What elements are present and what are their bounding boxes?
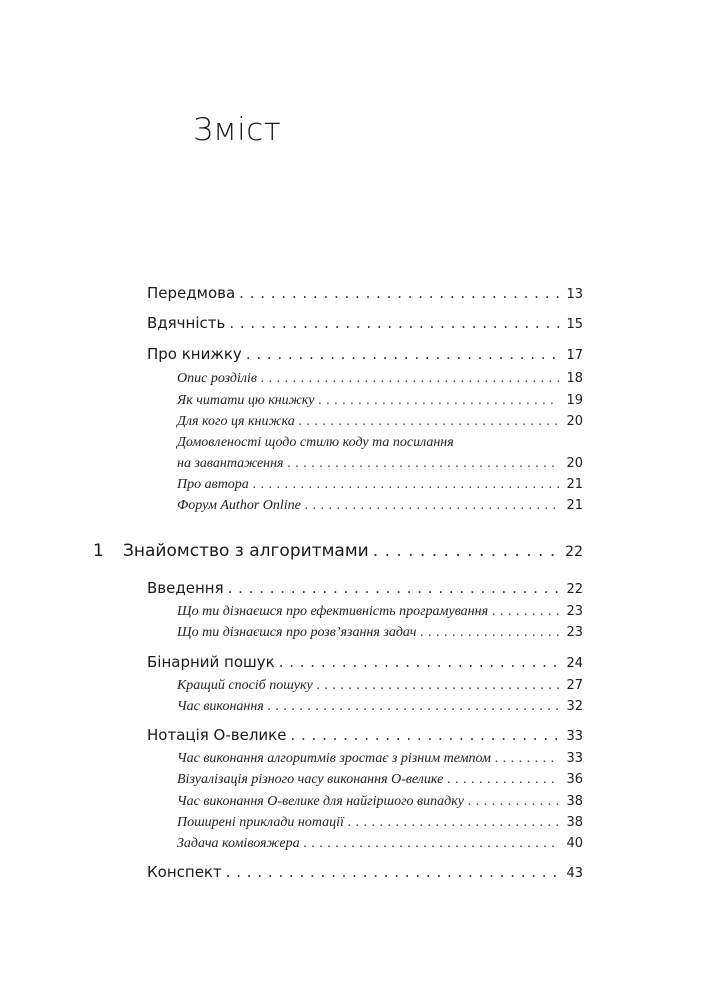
toc-subentry[interactable]	[177, 836, 583, 852]
toc-entry-label: Що ти дізнаєшся про ефективність програмування	[177, 604, 489, 619]
toc-subentry[interactable]	[177, 699, 583, 715]
toc-page-number: 23	[566, 625, 583, 640]
toc-section[interactable]	[147, 726, 583, 744]
leader-dots	[317, 678, 559, 694]
toc-subentry[interactable]	[177, 414, 583, 430]
toc-section[interactable]	[147, 863, 583, 881]
leader-dots	[447, 772, 559, 788]
toc-entry-label: Кращий спосіб пошуку	[177, 678, 313, 693]
toc-entry-label: Вдячність	[147, 314, 226, 332]
toc-subentry[interactable]	[177, 371, 583, 387]
toc-page-number: 43	[566, 866, 583, 881]
toc-page-number: 21	[566, 498, 583, 513]
toc-entry-label: Час виконання	[177, 699, 264, 714]
toc-page-number: 20	[566, 456, 583, 471]
toc-entry-label: Для кого ця книжка	[177, 414, 295, 429]
toc-page-number: 24	[566, 656, 583, 671]
toc-subentry[interactable]	[177, 393, 583, 409]
toc-page-number: 33	[566, 751, 583, 766]
leader-dots	[226, 863, 559, 881]
toc-page-number: 19	[566, 393, 583, 408]
toc-entry-label: Як читати цю книжку	[177, 393, 315, 408]
leader-dots	[304, 836, 559, 852]
toc-entry-preface[interactable]	[147, 284, 583, 302]
leader-dots	[239, 284, 559, 302]
toc-page-number: 22	[565, 544, 583, 560]
toc-subentry[interactable]	[177, 456, 583, 472]
leader-dots	[261, 371, 559, 387]
toc-entry-label: Опис розділів	[177, 371, 257, 386]
leader-dots	[290, 726, 559, 744]
toc-entry-label: Поширені приклади нотації	[177, 815, 344, 830]
toc-page-number: 40	[566, 836, 583, 851]
leader-dots	[318, 393, 559, 409]
toc-section[interactable]	[147, 579, 583, 597]
toc-subentry[interactable]	[177, 678, 583, 694]
toc-page-number: 23	[566, 604, 583, 619]
toc-page-number: 20	[566, 414, 583, 429]
toc-subentry-line[interactable]: Домовленості щодо стилю коду та посилання	[177, 435, 454, 450]
leader-dots	[246, 345, 559, 363]
toc-page-number: 18	[566, 371, 583, 386]
toc-page-number: 38	[566, 794, 583, 809]
toc-entry-about-book[interactable]	[147, 345, 583, 363]
leader-dots	[305, 498, 559, 514]
leader-dots	[268, 699, 559, 715]
leader-dots	[373, 541, 559, 561]
leader-dots	[253, 477, 559, 493]
toc-subentry[interactable]	[177, 751, 583, 767]
toc-page-number: 33	[566, 729, 583, 744]
leader-dots	[492, 604, 559, 620]
toc-page-number: 27	[566, 678, 583, 693]
leader-dots	[299, 414, 559, 430]
toc-entry-label: на завантаження	[177, 456, 284, 471]
leader-dots	[229, 314, 559, 332]
leader-dots	[348, 815, 559, 831]
toc-entry-label: Введення	[147, 579, 224, 597]
leader-dots	[468, 794, 559, 810]
toc-page-number: 15	[566, 317, 583, 332]
chapter-number: 1	[93, 541, 104, 561]
toc-page-number: 21	[566, 477, 583, 492]
toc-page-number: 22	[566, 582, 583, 597]
toc-page-number: 13	[566, 287, 583, 302]
toc-page-number: 32	[566, 699, 583, 714]
toc-entry-label: Бінарний пошук	[147, 653, 275, 671]
toc-entry-label: Форум Author Online	[177, 498, 301, 513]
toc-entry-label: Що ти дізнаєшся про розв’язання задач	[177, 625, 417, 640]
toc-entry-label: Нотація О-велике	[147, 726, 287, 744]
toc-section[interactable]	[147, 653, 583, 671]
page-title: Зміст	[193, 112, 282, 148]
toc-entry-label: Про книжку	[147, 345, 242, 363]
toc-page-number: 38	[566, 815, 583, 830]
toc-entry-label: Час виконання О-велике для найгіршого випадку	[177, 794, 464, 809]
leader-dots	[288, 456, 559, 472]
toc-entry-label: Конспект	[147, 863, 222, 881]
leader-dots	[495, 751, 559, 767]
toc-subentry[interactable]	[177, 498, 583, 514]
toc-subentry[interactable]	[177, 794, 583, 810]
toc-entry-label: Передмова	[147, 284, 236, 302]
toc-entry-acknowledgments[interactable]	[147, 314, 583, 332]
toc-entry-label: Візуалізація різного часу виконання О-велике	[177, 772, 444, 787]
chapter-title: Знайомство з алгоритмами	[123, 541, 369, 561]
leader-dots	[228, 579, 559, 597]
leader-dots	[420, 625, 559, 641]
toc-page-number: 36	[566, 772, 583, 787]
toc-chapter-1[interactable]	[93, 541, 583, 561]
leader-dots	[279, 653, 559, 671]
toc-entry-label: Задача комівояжера	[177, 836, 300, 851]
toc-page-number: 17	[566, 348, 583, 363]
toc-subentry[interactable]	[177, 772, 583, 788]
toc-subentry[interactable]	[177, 815, 583, 831]
toc-entry-label: Про автора	[177, 477, 249, 492]
toc-entry-label: Час виконання алгоритмів зростає з різним темпом	[177, 751, 491, 766]
toc-subentry[interactable]	[177, 625, 583, 641]
toc-subentry[interactable]	[177, 477, 583, 493]
toc-subentry[interactable]	[177, 604, 583, 620]
